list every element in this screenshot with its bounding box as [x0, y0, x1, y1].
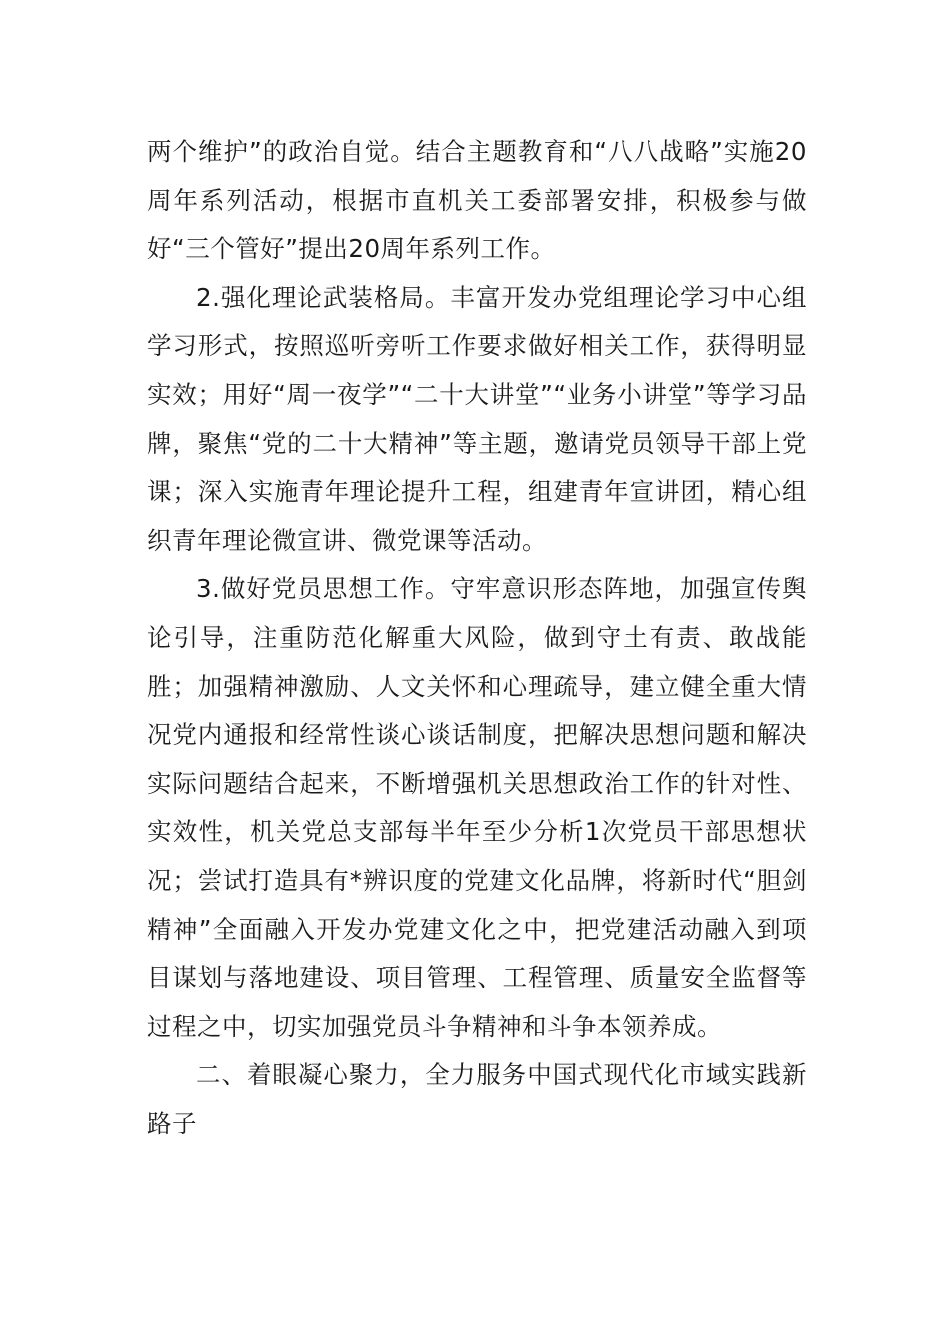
section-heading-2: 二、着眼凝心聚力，全力服务中国式现代化市域实践新路子 [147, 1060, 807, 1138]
paragraph-item-3: 3.做好党员思想工作。守牢意识形态阵地，加强宣传舆论引导，注重防范化解重大风险，做到守土有责、敢战能胜；加强精神激励、人文关怀和心理疏导，建立健全重大情况党内通报和经常性谈心谈话制度，把解决思想问题和解决实际问题结合起来，不断增强机关思想政治工作的针对性、实效性，机关党总支部每半年至少分析1次党员干部思想状况；尝试打造具有*辨识度的党建文化品牌，将新时代“胆剑精神”全面融入开发办党建文化之中，把党建活动融入到项目谋划与落地建设、项目管理、工程管理、质量安全监督等过程之中，切实加强党员斗争精神和斗争本领养成。 [147, 574, 807, 1041]
paragraph-continuation: 两个维护”的政治自觉。结合主题教育和“八八战略”实施20周年系列活动，根据市直机关工委部署安排，积极参与做好“三个管好”提出20周年系列工作。 [147, 137, 807, 264]
paragraph-item-2: 2.强化理论武装格局。丰富开发办党组理论学习中心组学习形式，按照巡听旁听工作要求做好相关工作，获得明显实效；用好“周一夜学”“二十大讲堂”“业务小讲堂”等学习品牌，聚焦“党的二十大精神”等主题，邀请党员领导干部上党课；深入实施青年理论提升工程，组建青年宣讲团，精心组织青年理论微宣讲、微党课等活动。 [147, 282, 807, 555]
document-body [147, 128, 807, 1148]
